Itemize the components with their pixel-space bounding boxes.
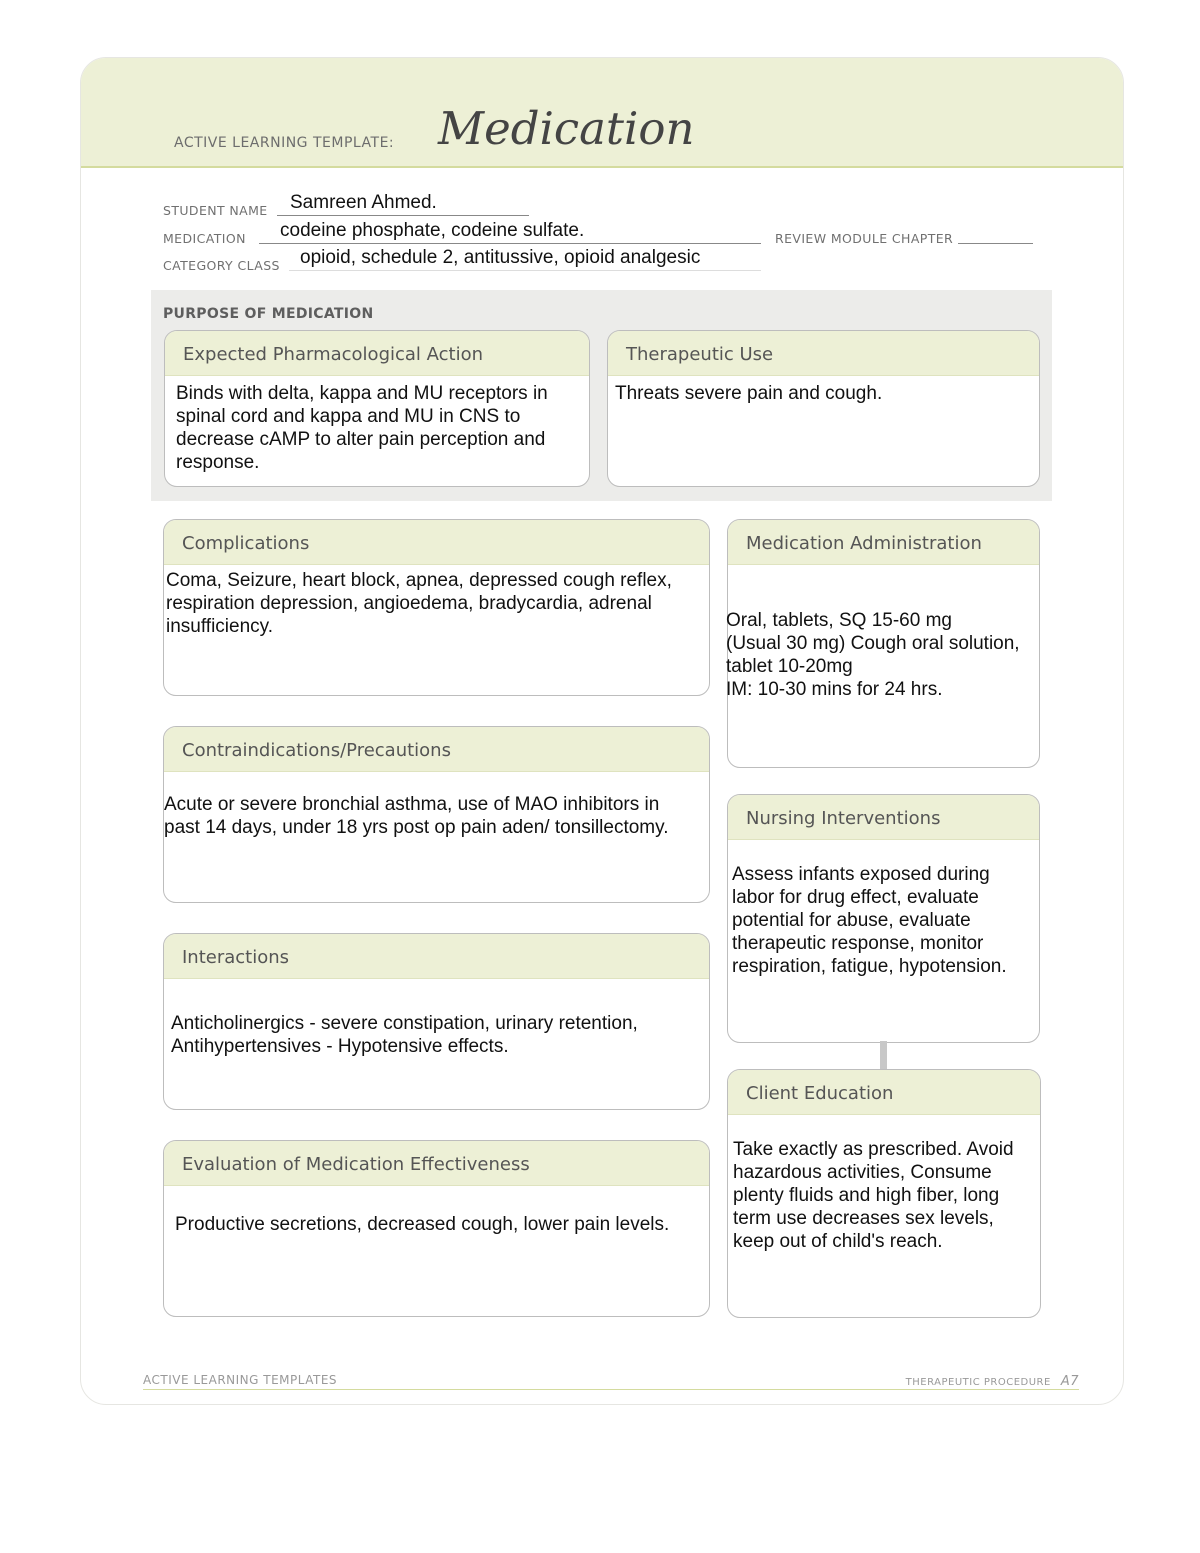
review-module-line	[958, 243, 1033, 244]
expected-action-heading: Expected Pharmacological Action	[165, 331, 589, 376]
review-module-label: REVIEW MODULE CHAPTER	[775, 231, 954, 246]
complications-card	[163, 519, 710, 696]
interactions-heading: Interactions	[164, 934, 709, 979]
page-title: Medication	[438, 102, 695, 155]
nursing-card	[727, 794, 1040, 1043]
therapeutic-use-text[interactable]: Threats severe pain and cough.	[615, 383, 883, 404]
footer-section: THERAPEUTIC PROCEDURE	[905, 1377, 1051, 1388]
student-name-field[interactable]: Samreen Ahmed.	[290, 192, 437, 213]
student-name-line	[277, 215, 529, 216]
education-heading: Client Education	[728, 1070, 1040, 1115]
template-label: ACTIVE LEARNING TEMPLATE:	[174, 135, 395, 151]
header-band	[81, 58, 1123, 168]
evaluation-card	[163, 1140, 710, 1317]
nursing-heading: Nursing Interventions	[728, 795, 1039, 840]
purpose-title: PURPOSE OF MEDICATION	[163, 306, 374, 322]
evaluation-text[interactable]: Productive secretions, decreased cough, lower pain levels.	[175, 1214, 670, 1235]
contraindications-text[interactable]: Acute or severe bronchial asthma, use of MAO inhibitors in past 14 days, under 18 yrs post op pain aden/ tonsillectomy.	[164, 794, 669, 838]
interactions-card	[163, 933, 710, 1110]
connector-line	[880, 1041, 887, 1069]
therapeutic-use-card	[607, 330, 1040, 487]
contraindications-card	[163, 726, 710, 903]
education-card	[727, 1069, 1041, 1318]
evaluation-heading: Evaluation of Medication Effectiveness	[164, 1141, 709, 1186]
complications-heading: Complications	[164, 520, 709, 565]
category-class-line	[289, 270, 761, 271]
therapeutic-use-heading: Therapeutic Use	[608, 331, 1039, 376]
footer-page-number: A7	[1060, 1374, 1079, 1389]
administration-card	[727, 519, 1040, 768]
student-name-label: STUDENT NAME	[163, 203, 268, 218]
category-class-label: CATEGORY CLASS	[163, 258, 280, 273]
complications-text[interactable]: Coma, Seizure, heart block, apnea, depressed cough reflex, respiration depression, angioedema, bradycardia, adrenal insufficiency.	[166, 570, 672, 637]
medication-line	[259, 243, 761, 244]
expected-action-text[interactable]: Binds with delta, kappa and MU receptors in spinal cord and kappa and MU in CNS to decrease cAMP to alter pain perception and response.	[176, 383, 548, 473]
interactions-text[interactable]: Anticholinergics - severe constipation, urinary retention, Antihypertensives - Hypotensive effects.	[171, 1013, 638, 1057]
education-text[interactable]: Take exactly as prescribed. Avoid hazardous activities, Consume plenty fluids and high fiber, long term use decreases sex levels, keep out of child's reach.	[733, 1139, 1014, 1252]
template-page	[80, 57, 1124, 1405]
expected-action-card	[164, 330, 590, 487]
footer-rule	[143, 1389, 1079, 1390]
footer-right	[906, 1374, 1079, 1389]
contraindications-heading: Contraindications/Precautions	[164, 727, 709, 772]
administration-text[interactable]: Oral, tablets, SQ 15-60 mg (Usual 30 mg) Cough oral solution, tablet 10-20mg IM: 10-30 mins for 24 hrs.	[726, 610, 1020, 700]
medication-label: MEDICATION	[163, 231, 246, 246]
nursing-text[interactable]: Assess infants exposed during labor for drug effect, evaluate potential for abuse, evaluate therapeutic response, monitor respiration, fatigue, hypotension.	[732, 864, 1007, 977]
footer-left: ACTIVE LEARNING TEMPLATES	[143, 1373, 338, 1387]
medication-field[interactable]: codeine phosphate, codeine sulfate.	[280, 220, 585, 241]
category-class-field[interactable]: opioid, schedule 2, antitussive, opioid analgesic	[300, 247, 701, 268]
administration-heading: Medication Administration	[728, 520, 1039, 565]
